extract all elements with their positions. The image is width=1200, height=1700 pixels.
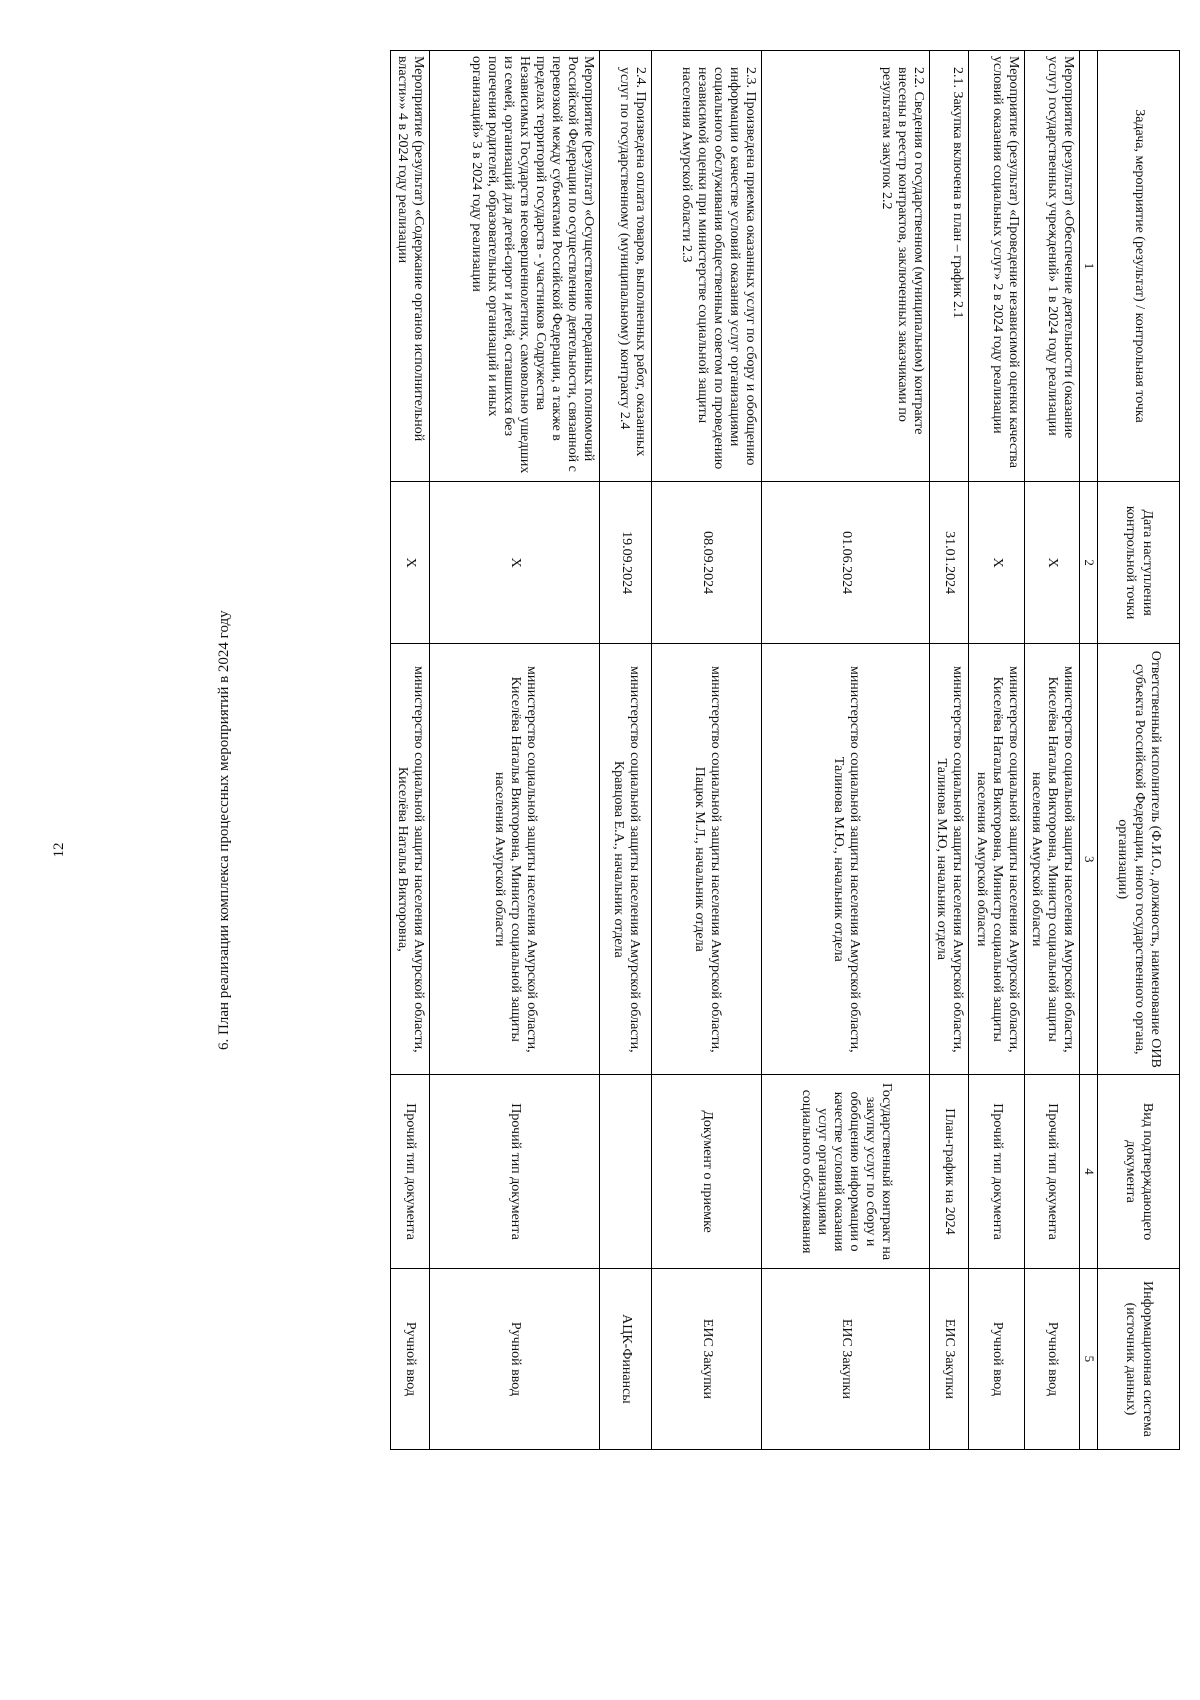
task-cell: Мероприятие (результат) «Проведение независимой оценки качества условий оказания социальных услуг» 2 в 2024 году реализации	[969, 51, 1024, 482]
responsible-cell: министерство социальной защиты населения Амурской области, Кравцова Е.А., начальник отдела	[600, 644, 652, 1075]
responsible-cell: министерство социальной защиты населения Амурской области, Талинова М.Ю, начальник отдела	[930, 644, 969, 1075]
system-cell: Ручной ввод	[969, 1268, 1024, 1449]
table-row	[1024, 51, 1079, 1450]
date-cell: 01.06.2024	[762, 481, 930, 643]
column-number: 1	[1080, 51, 1098, 482]
task-cell: Мероприятие (результат) «Осуществление переданных полномочий Российской Федерации по осуществлению деятельности, связанной с перевозкой между субъектами Российской Федерации, а также в пределах территорий государств - участников Содружества Независимых Государств несовершеннолетних, самовольно ушедших из семей, организаций для детей-сирот и детей, оставшихся без попечения родителей, образовательных организаций и иных организаций» 3 в 2024 году реализации	[430, 51, 600, 482]
header-responsible: Ответственный исполнитель (Ф.И.О., должность, наименование ОИВ субъекта Российской Федерации, иного государственного органа, организации)	[1098, 644, 1180, 1075]
rotated-table-container	[140, 50, 1180, 1450]
table-row	[969, 51, 1024, 1450]
date-cell: 31.01.2024	[930, 481, 969, 643]
column-number: 5	[1080, 1268, 1098, 1449]
page-title: 6. План реализации комплекса процессных мероприятий в 2024 году	[216, 610, 232, 1050]
system-cell: ЕИС Закупки	[652, 1268, 762, 1449]
header-date: Дата наступления контрольной точки	[1098, 481, 1180, 643]
document-cell	[600, 1075, 652, 1269]
table-header-row	[1098, 51, 1180, 1450]
document-cell: Прочий тип документа	[430, 1075, 600, 1269]
table-row	[652, 51, 762, 1450]
date-cell: 19.09.2024	[600, 481, 652, 643]
page-number: 12	[51, 842, 67, 858]
header-document: Вид подтверждающего документа	[1098, 1075, 1180, 1269]
document-cell: Прочий тип документа	[391, 1075, 430, 1269]
system-cell: Ручной ввод	[1024, 1268, 1079, 1449]
table-row	[430, 51, 600, 1450]
column-number-row	[1080, 51, 1098, 1450]
system-cell: Ручной ввод	[391, 1268, 430, 1449]
document-cell: Государственный контракт на закупку услуг по сбору и обобщению информации о качестве условий оказания услуг организациями социального обслуживания	[762, 1075, 930, 1269]
column-number: 3	[1080, 644, 1098, 1075]
task-cell: 2.2. Сведения о государственном (муниципальном) контракте внесены в реестр контрактов, заключенных заказчиками по результатам закупок 2.2	[762, 51, 930, 482]
date-cell: X	[430, 481, 600, 643]
task-cell: Мероприятие (результат) «Содержание органов исполнительной власти»» 4 в 2024 году реализации	[391, 51, 430, 482]
responsible-cell: министерство социальной защиты населения Амурской области, Талинова М.Ю., начальник отдела	[762, 644, 930, 1075]
document-cell: Прочий тип документа	[1024, 1075, 1079, 1269]
table-row	[930, 51, 969, 1450]
table-row	[600, 51, 652, 1450]
date-cell: 08.09.2024	[652, 481, 762, 643]
plan-table	[390, 50, 1180, 1450]
document-cell: Прочий тип документа	[969, 1075, 1024, 1269]
table-row	[391, 51, 430, 1450]
task-cell: 2.3. Произведена приемка оказанных услуг по сбору и обобщению информации о качестве условий оказания услуг организациями социального обслуживания общественным советом по проведению независимой оценки при министерстве социальной защиты населения Амурской области 2.3	[652, 51, 762, 482]
document-cell: Документ о приемке	[652, 1075, 762, 1269]
document-cell: План-график на 2024	[930, 1075, 969, 1269]
task-cell: 2.1. Закупка включена в план – график 2.1	[930, 51, 969, 482]
header-task: Задача, мероприятие (результат) / контрольная точка	[1098, 51, 1180, 482]
system-cell: АЦК-Финансы	[600, 1268, 652, 1449]
responsible-cell: министерство социальной защиты населения Амурской области, Киселёва Наталья Викторовна, Министр социальной защиты населения Амурской области	[1024, 644, 1079, 1075]
responsible-cell: министерство социальной защиты населения Амурской области, Киселёва Наталья Викторовна, Министр социальной защиты населения Амурской области	[969, 644, 1024, 1075]
column-number: 4	[1080, 1075, 1098, 1269]
task-cell: Мероприятие (результат) «Обеспечение деятельности (оказание услуг) государственных учреждений» 1 в 2024 году реализации	[1024, 51, 1079, 482]
header-system: Информационная система (источник данных)	[1098, 1268, 1180, 1449]
date-cell: X	[391, 481, 430, 643]
task-cell: 2.4. Произведена оплата товаров, выполненных работ, оказанных услуг по государственному (муниципальному) контракту 2.4	[600, 51, 652, 482]
responsible-cell: министерство социальной защиты населения Амурской области, Пацюк М.Л., начальник отдела	[652, 644, 762, 1075]
responsible-cell: министерство социальной защиты населения Амурской области, Киселёва Наталья Викторовна,	[391, 644, 430, 1075]
date-cell: X	[969, 481, 1024, 643]
column-number: 2	[1080, 481, 1098, 643]
system-cell: ЕИС Закупки	[762, 1268, 930, 1449]
table-row	[762, 51, 930, 1450]
system-cell: ЕИС Закупки	[930, 1268, 969, 1449]
date-cell: X	[1024, 481, 1079, 643]
responsible-cell: министерство социальной защиты населения Амурской области, Киселёва Наталья Викторовна, Министр социальной защиты населения Амурской области	[430, 644, 600, 1075]
system-cell: Ручной ввод	[430, 1268, 600, 1449]
